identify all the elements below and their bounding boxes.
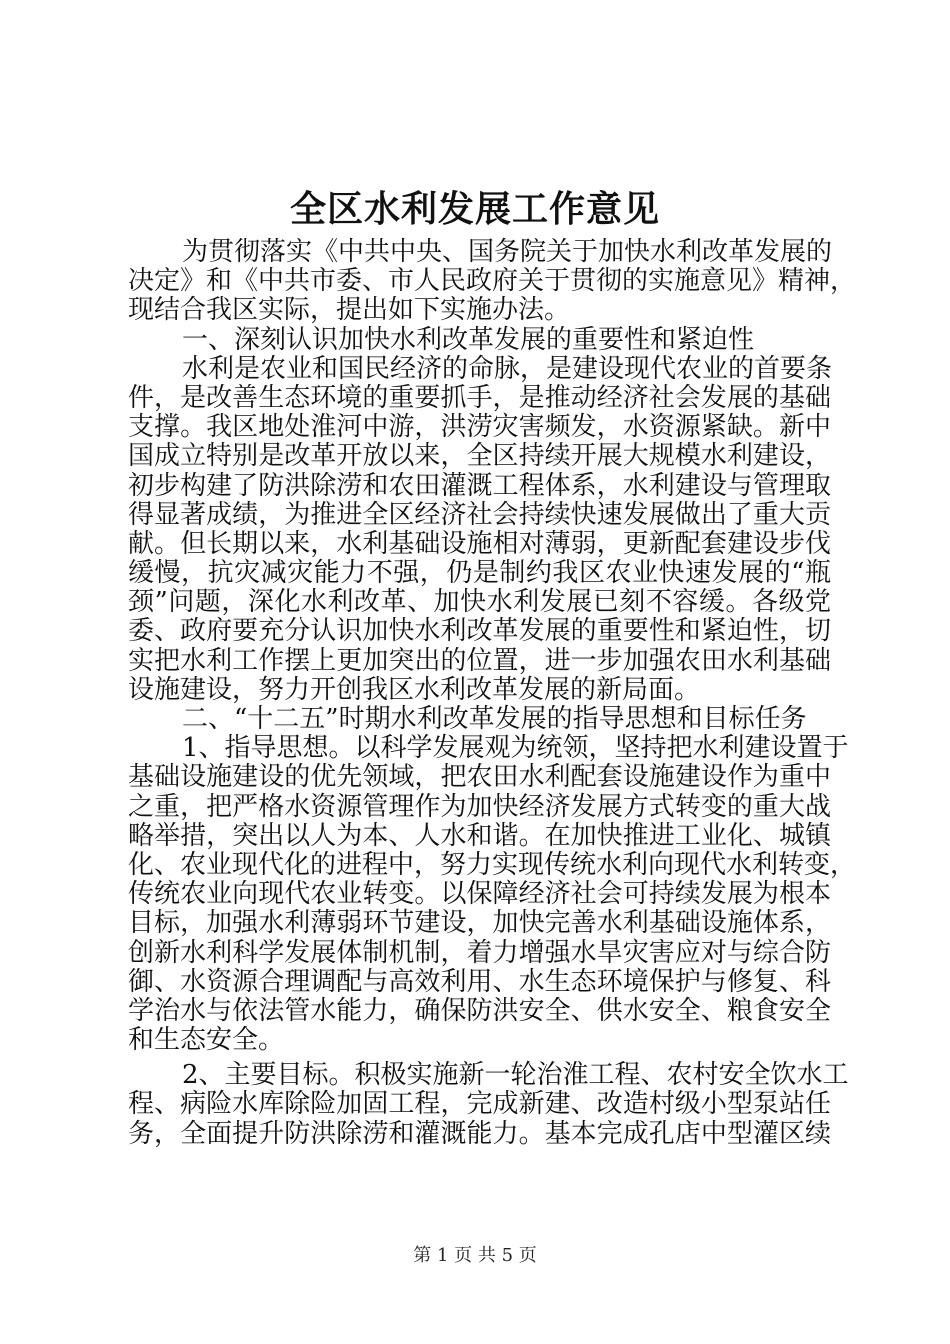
text-line: 件，是改善生态环境的重要抓手，是推动经济社会发展的基础 xyxy=(128,382,831,413)
text-line: 初步构建了防洪除涝和农田灌溉工程体系，水利建设与管理取 xyxy=(128,470,831,501)
section-heading: 一、深刻认识加快水利改革发展的重要性和紧迫性 xyxy=(182,324,755,355)
text-line: 传统农业向现代农业转变。以保障经济社会可持续发展为根本 xyxy=(128,879,831,910)
text-line: 略举措，突出以人为本、人水和谐。在加快推进工业化、城镇 xyxy=(128,820,831,851)
text-line: 程、病险水库除险加固工程，完成新建、改造村级小型泵站任 xyxy=(128,1089,831,1120)
text-line: 现结合我区实际，提出如下实施办法。 xyxy=(128,295,571,326)
text-line: 得显著成绩，为推进全区经济社会持续快速发展做出了重大贡 xyxy=(128,499,831,530)
document-title: 全区水利发展工作意见 xyxy=(289,188,660,230)
text-line: 支撑。我区地处淮河中游，洪涝灾害频发，水资源紧缺。新中 xyxy=(128,412,831,443)
text-line: 国成立特别是改革开放以来，全区持续开展大规模水利建设， xyxy=(128,441,831,472)
text-line: 和生态安全。 xyxy=(128,1025,285,1056)
text-line: 决定》和《中共市委、市人民政府关于贯彻的实施意见》精神， xyxy=(128,266,857,297)
text-line: 委、政府要充分认识加快水利改革发展的重要性和紧迫性，切 xyxy=(128,616,831,647)
text-line: 学治水与依法管水能力，确保防洪安全、供水安全、粮食安全 xyxy=(128,995,831,1026)
text-line: 御、水资源合理调配与高效利用、水生态环境保护与修复、科 xyxy=(128,966,831,997)
text-line: 创新水利科学发展体制机制，着力增强水旱灾害应对与综合防 xyxy=(128,937,831,968)
text-line: 目标，加强水利薄弱环节建设，加快完善水利基础设施体系， xyxy=(128,908,831,939)
text-line: 1、指导思想。以科学发展观为统领，坚持把水利建设置于 xyxy=(182,733,849,764)
text-line: 2、主要目标。积极实施新一轮治淮工程、农村安全饮水工 xyxy=(182,1060,849,1091)
page-footer: 第 1 页 共 5 页 xyxy=(413,1245,537,1266)
text-line: 设施建设，努力开创我区水利改革发展的新局面。 xyxy=(128,674,701,705)
text-line: 为贯彻落实《中共中央、国务院关于加快水利改革发展的 xyxy=(182,237,833,267)
text-line: 务，全面提升防洪除涝和灌溉能力。基本完成孔店中型灌区续 xyxy=(128,1118,831,1149)
text-line: 缓慢，抗灾减灾能力不强，仍是制约我区农业快速发展的“瓶 xyxy=(128,558,831,589)
text-line: 水利是农业和国民经济的命脉，是建设现代农业的首要条 xyxy=(182,353,833,384)
text-line: 献。但长期以来，水利基础设施相对薄弱，更新配套建设步伐 xyxy=(128,528,831,559)
text-line: 化、农业现代化的进程中，努力实现传统水利向现代水利转变， xyxy=(128,849,857,880)
text-line: 实把水利工作摆上更加突出的位置，进一步加强农田水利基础 xyxy=(128,645,831,676)
text-line: 颈”问题，深化水利改革、加快水利发展已刻不容缓。各级党 xyxy=(128,587,831,618)
section-heading: 二、“十二五”时期水利改革发展的指导思想和目标任务 xyxy=(182,704,807,734)
text-line: 之重，把严格水资源管理作为加快经济发展方式转变的重大战 xyxy=(128,791,831,822)
text-line: 基础设施建设的优先领域，把农田水利配套设施建设作为重中 xyxy=(128,762,831,793)
document-body xyxy=(128,237,857,1149)
